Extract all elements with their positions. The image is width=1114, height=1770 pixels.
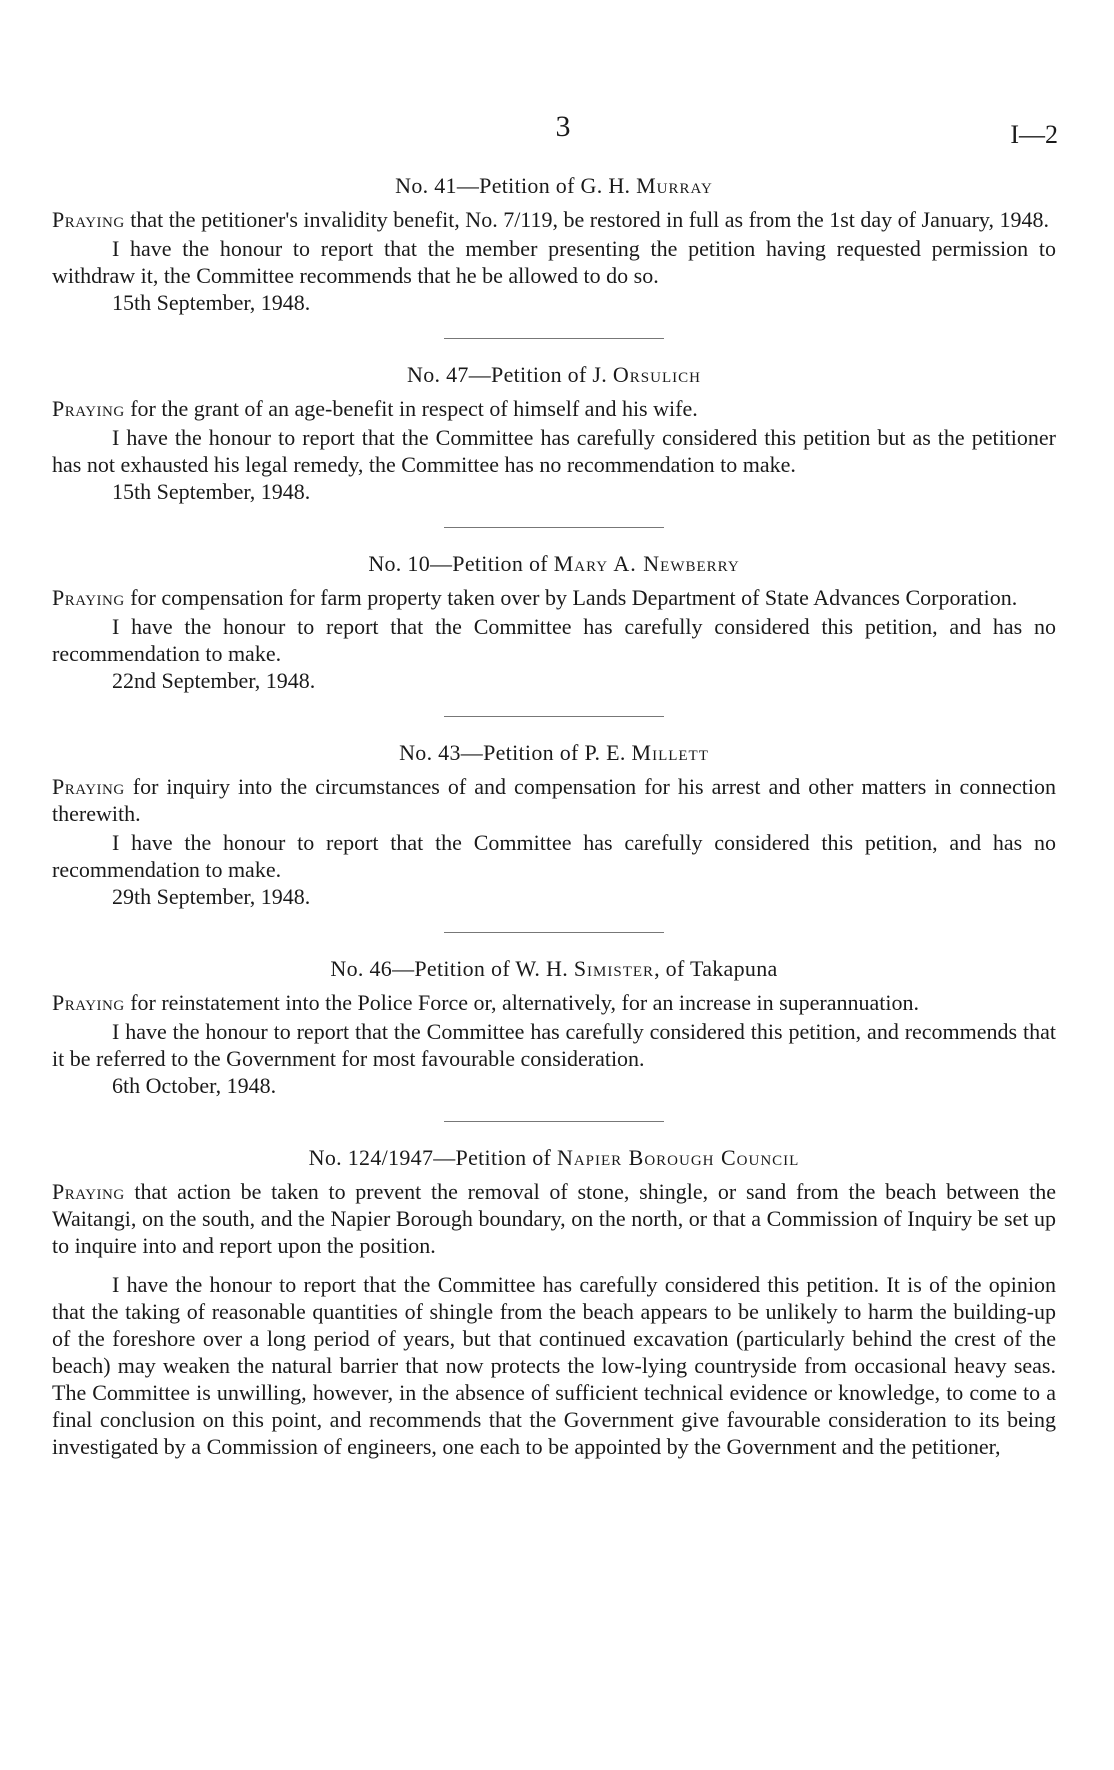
prayer-text: for inquiry into the circumstances of and compensation for his arrest and other matters in connection therewith.: [52, 774, 1056, 826]
petition-title: [52, 1144, 1056, 1172]
petitioner-name: Murray: [636, 173, 713, 198]
petition-date: 29th September, 1948.: [112, 884, 311, 909]
petition-date: 15th September, 1948.: [112, 290, 311, 315]
petition-date: 22nd September, 1948.: [112, 668, 316, 693]
petition-prayer: [52, 773, 1056, 827]
title-suffix: , of Takapuna: [654, 956, 778, 981]
page-code: I—2: [1010, 120, 1058, 149]
section-divider: [444, 1121, 664, 1122]
petition-report: I have the honour to report that the Committee has carefully considered this petition. It is of the opinion that the taking of reasonable quantities of shingle from the beach appears to be unlikely to harm the building-up of the foreshore over a long period of years, but that continued excavation (particularly behind the crest of the beach) may weaken the natural barrier that now protects the low-lying countryside from occasional heavy seas. The Committee is unwilling, however, in the absence of sufficient technical evidence or knowledge, to come to a final conclusion on this point, and recommends that the Government give favourable consideration to its being investigated by a Commission of engineers, one each to be appointed by the Government and the petitioner,: [52, 1272, 1056, 1459]
petition-prayer: [52, 206, 1056, 233]
petitioner-name: Mary A. Newberry: [553, 551, 740, 576]
petition-simister: [52, 955, 1056, 1099]
title-prefix: No. 10—Petition of: [368, 551, 548, 576]
petition-title: [52, 955, 1056, 983]
petition-title: [52, 361, 1056, 389]
petition-prayer: [52, 395, 1056, 422]
prayer-text: that action be taken to prevent the removal of stone, shingle, or sand from the beach between the Waitangi, on the south, and the Napier Borough boundary, on the north, or that a Commission of Inquiry be set up to inquire into and report upon the position.: [52, 1179, 1056, 1258]
prayer-text: for the grant of an age-benefit in respect of himself and his wife.: [124, 396, 698, 421]
page-number: 3: [555, 110, 571, 143]
petition-report: I have the honour to report that the member presenting the petition having requested permission to withdraw it, the Committee recommends that he be allowed to do so.: [52, 236, 1056, 288]
title-prefix: No. 47—Petition of J.: [407, 362, 608, 387]
prayer-text: that the petitioner's invalidity benefit, No. 7/119, be restored in full as from the 1st day of January, 1948.: [124, 207, 1049, 232]
title-prefix: No. 124/1947—Petition of: [308, 1145, 552, 1170]
prayer-text: for compensation for farm property taken over by Lands Department of State Advances Corporation.: [124, 585, 1018, 610]
petition-report: I have the honour to report that the Committee has carefully considered this petition, and has no recommendation to make.: [52, 614, 1056, 666]
petition-prayer: [52, 989, 1056, 1016]
petition-millett: [52, 739, 1056, 910]
petition-orsulich: [52, 361, 1056, 505]
prayer-lead: Praying: [52, 990, 125, 1015]
petition-report: I have the honour to report that the Committee has carefully considered this petition but as the petitioner has not exhausted his legal remedy, the Committee has no recommendation to make.: [52, 425, 1056, 477]
section-divider: [444, 932, 664, 933]
section-divider: [444, 716, 664, 717]
title-prefix: No. 43—Petition of P. E.: [399, 740, 626, 765]
prayer-lead: Praying: [52, 396, 125, 421]
petitioner-name: Napier Borough Council: [556, 1145, 800, 1170]
prayer-lead: Praying: [52, 207, 125, 232]
title-prefix: No. 46—Petition of W. H.: [330, 956, 568, 981]
petition-date: 15th September, 1948.: [112, 479, 311, 504]
petitions-body: [52, 172, 1056, 1460]
prayer-text: for reinstatement into the Police Force or, alternatively, for an increase in superannuation.: [124, 990, 920, 1015]
petition-napier-borough-council: [52, 1144, 1056, 1460]
title-prefix: No. 41—Petition of G. H.: [395, 173, 631, 198]
petition-prayer: [52, 1178, 1056, 1259]
petition-report: I have the honour to report that the Committee has carefully considered this petition, and recommends that it be referred to the Government for most favourable consideration.: [52, 1019, 1056, 1071]
prayer-lead: Praying: [52, 774, 125, 799]
petitioner-name: Millett: [631, 740, 709, 765]
petition-report: I have the honour to report that the Committee has carefully considered this petition, and has no recommendation to make.: [52, 830, 1056, 882]
petition-murray: [52, 172, 1056, 316]
petition-title: [52, 739, 1056, 767]
petition-title: [52, 172, 1056, 200]
section-divider: [444, 338, 664, 339]
petition-newberry: [52, 550, 1056, 694]
petitioner-name: Simister: [573, 956, 655, 981]
petition-title: [52, 550, 1056, 578]
petition-date: 6th October, 1948.: [112, 1073, 277, 1098]
section-divider: [444, 527, 664, 528]
prayer-lead: Praying: [52, 585, 125, 610]
petition-prayer: [52, 584, 1056, 611]
petitioner-name: Orsulich: [612, 362, 701, 387]
prayer-lead: Praying: [52, 1179, 125, 1204]
